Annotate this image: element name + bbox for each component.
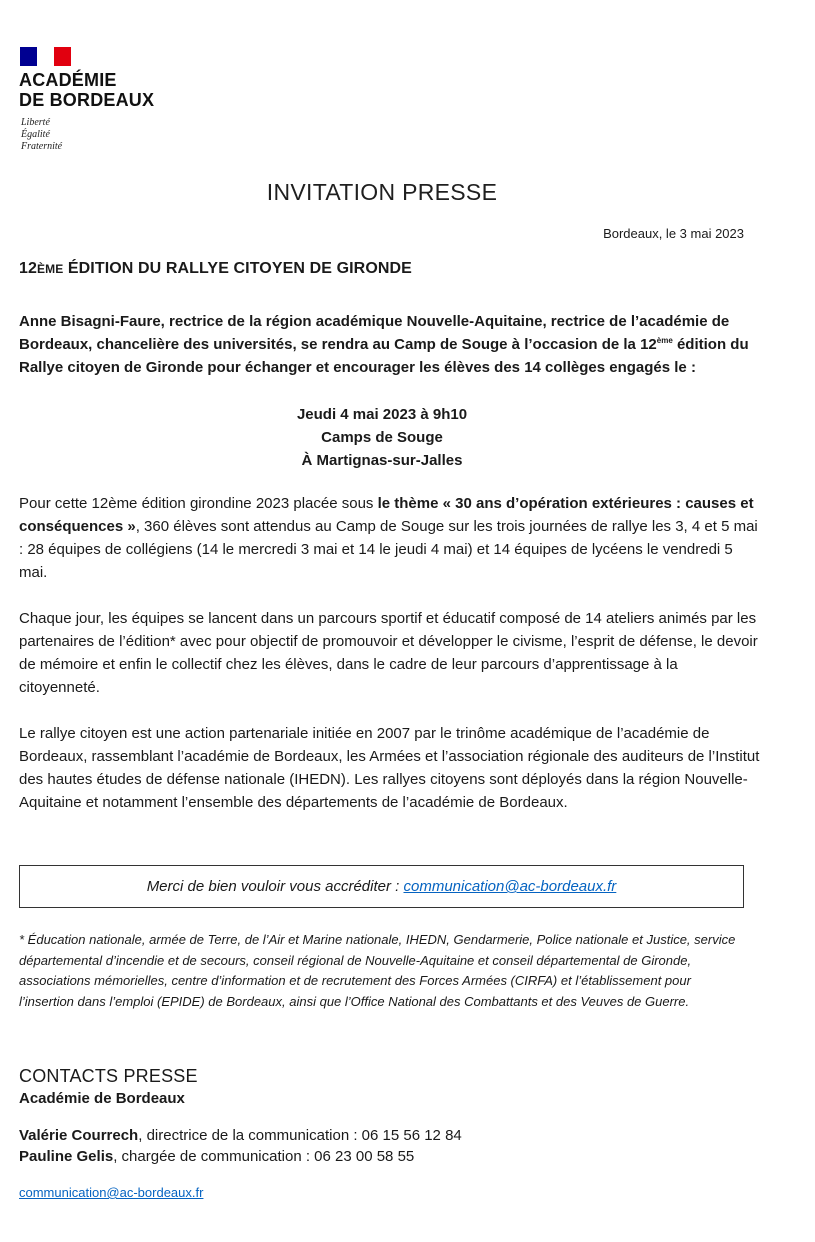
event-place: Camps de Souge — [321, 429, 443, 446]
contact-email-link[interactable]: communication@ac-bordeaux.fr — [19, 1185, 204, 1200]
event-town: À Martignas-sur-Jalles — [301, 452, 463, 469]
motto-liberte: Liberté — [21, 117, 50, 128]
partnership-paragraph: Le rallye citoyen est une action partenariale initiée en 2007 par le trinôme académique de l’académie de Bordeaux, rassemblant l’académie de Bordeaux, les Armées et l’association régionale des auditeurs de l’Institut des hautes études de défense nationale (IHEDN). Les rallyes citoyens sont déployés dans la région Nouvelle-Aquitaine et notamment l’ensemble des départements de l’académie de Bordeaux. — [19, 725, 760, 811]
event-date: Jeudi 4 mai 2023 à 9h10 — [296, 406, 468, 423]
contact-person-1 — [19, 1125, 462, 1146]
intro-text: Anne Bisagni-Faure, rectrice de la région académique Nouvelle-Aquitaine, rectrice de l’académie de Bordeaux, chancelière des universités, se rendra au Camp de Souge à l’occasion de la 12 — [19, 313, 730, 353]
theme-bold: le thème « 30 ans d’opération extérieures : causes et conséquences » — [19, 495, 754, 535]
theme-paragraph — [19, 492, 761, 584]
motto-fraternite: Fraternité — [21, 141, 63, 152]
partners-footnote: * Éducation nationale, armée de Terre, de l’Air et Marine nationale, IHEDN, Gendarmerie, Police nationale et Justice, service départemental d’incendie et de secours, conseil régional de Nouvelle-Aquitaine et conseil départemental de Gironde, associations mémorielles, centre d’information et de recrutement des Forces Armées (CIRFA) et l’établissement pour l’insertion dans l’emploi (EPIDE) de Bordeaux, ainsi que l’Office National des Combattants et des Veuves de Guerre. — [19, 932, 736, 1009]
accreditation-email-link[interactable]: communication@ac-bordeaux.fr — [403, 878, 617, 895]
press-date: Bordeaux, le 3 mai 2023 — [603, 226, 744, 241]
logo-line-2: DE BORDEAUX — [19, 90, 155, 110]
marianne-flag-logo — [20, 47, 71, 66]
intro-text-2: édition du Rallye citoyen de Gironde pour échanger et encourager les élèves des 14 collèges engagés le : — [19, 336, 749, 376]
contacts-organization: Académie de Bordeaux — [19, 1090, 185, 1107]
republic-motto — [21, 117, 62, 153]
contact-name: Pauline Gelis — [19, 1148, 114, 1165]
contact-person-2 — [19, 1146, 414, 1167]
intro-paragraph — [19, 310, 761, 379]
event-details — [0, 403, 764, 472]
logo-line-1: ACADÉMIE — [19, 70, 117, 90]
contacts-title: CONTACTS PRESSE — [19, 1066, 198, 1086]
academy-logo-text — [19, 70, 154, 110]
motto-egalite: Égalité — [21, 129, 50, 140]
headline-text: ÉDITION DU RALLYE CITOYEN DE GIRONDE — [63, 260, 412, 277]
accreditation-box — [19, 865, 744, 908]
theme-text-a: Pour cette 12ème édition girondine 2023 placée sous — [19, 495, 378, 512]
event-headline — [19, 260, 412, 278]
workshops-paragraph: Chaque jour, les équipes se lancent dans un parcours sportif et éducatif composé de 14 ateliers animés par les partenaires de l’édition* avec pour objectif de promouvoir et développer le civisme, l’esprit de défense, le devoir de mémoire et enfin le collectif chez les élèves, dans le cadre de leur parcours d’apprentissage à la citoyenneté. — [19, 610, 758, 696]
accreditation-text: Merci de bien vouloir vous accréditer : — [146, 878, 400, 895]
theme-text-c: , 360 élèves sont attendus au Camp de Souge sur les trois journées de rallye les 3, 4 et 5 mai : 28 équipes de collégiens (14 le mercredi 3 mai et 14 le jeudi 4 mai) et 14 équipes de lycéens le vendredi 5 mai. — [19, 518, 758, 581]
contact-role: , chargée de communication : 06 23 00 58 55 — [113, 1148, 415, 1165]
headline-number: 12 — [19, 260, 37, 277]
contact-role: , directrice de la communication : 06 15 56 12 84 — [138, 1127, 462, 1144]
page-title: INVITATION PRESSE — [266, 179, 498, 205]
contact-name: Valérie Courrech — [19, 1127, 139, 1144]
intro-sup: ème — [656, 336, 673, 345]
headline-suffix: ÈME — [37, 262, 64, 276]
